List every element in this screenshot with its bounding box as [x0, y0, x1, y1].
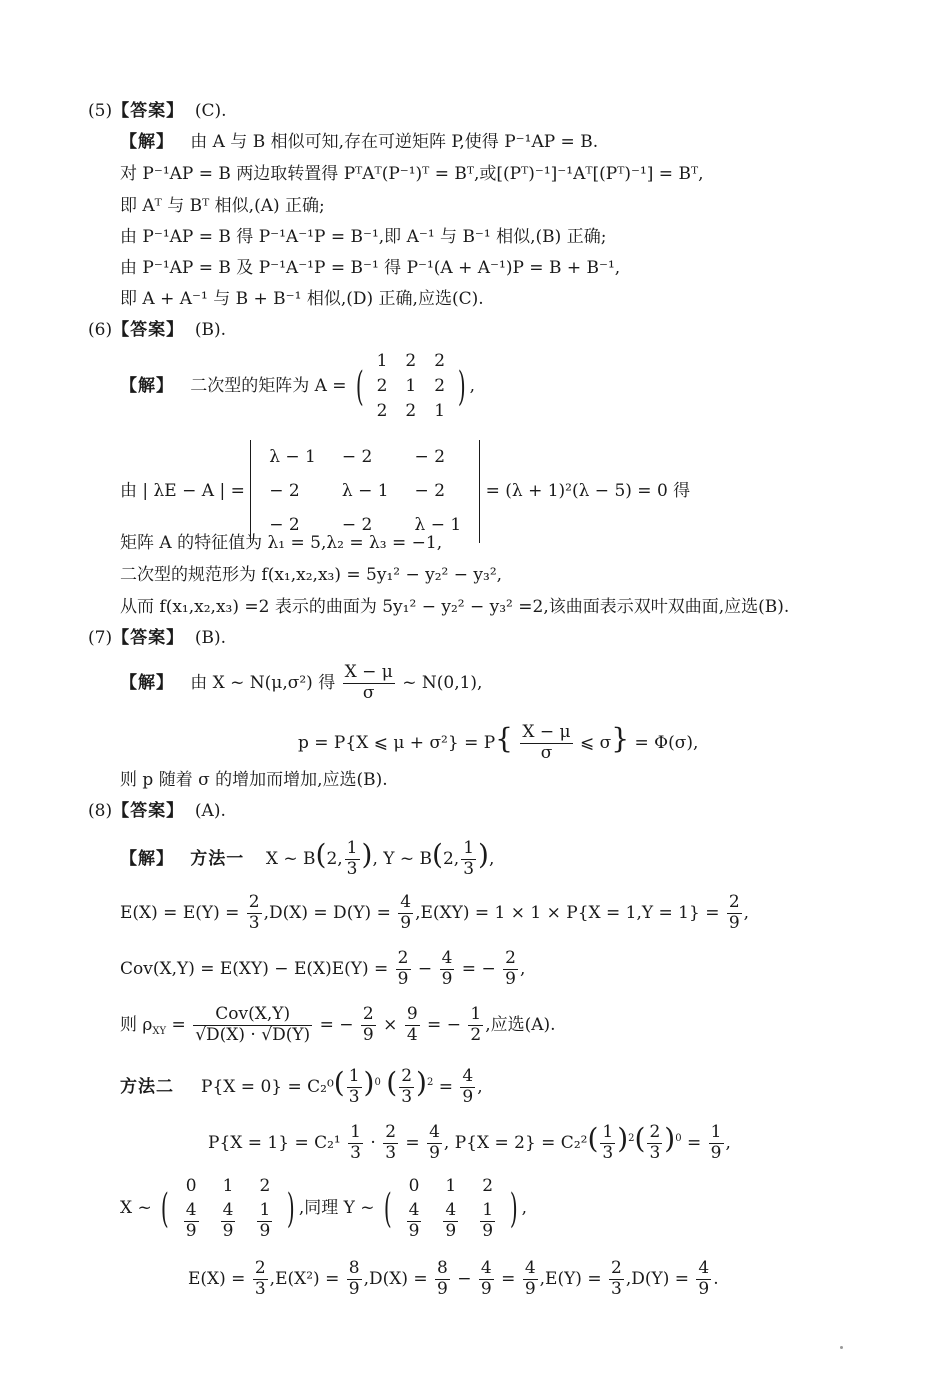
- denominator: 3: [350, 1143, 361, 1163]
- solution-tag: 【解】: [120, 376, 174, 396]
- text: ,: [488, 849, 495, 869]
- q5-solution-line-4: 由 P⁻¹AP = B 得 P⁻¹A⁻¹P = B⁻¹,即 A⁻¹ 与 B⁻¹ 相似,(B) 正确;: [120, 227, 607, 247]
- question-number: (7): [88, 628, 113, 648]
- denominator: σ: [540, 743, 553, 763]
- q7-line-2: [298, 714, 698, 768]
- determinant-cell: λ − 1: [414, 514, 462, 535]
- q8-method1-line-2: [120, 888, 749, 938]
- text: p = P{X ⩽ μ + σ²} = P: [298, 733, 496, 753]
- denominator: 3: [463, 859, 475, 879]
- fraction-9-4: [405, 1005, 420, 1045]
- q5-answer-line: [88, 103, 227, 120]
- left-paren: (: [315, 838, 327, 871]
- denominator: 9: [400, 913, 412, 933]
- probability-row: [396, 1199, 506, 1243]
- operator: ·: [370, 1133, 376, 1153]
- q5-solution-line-5: 由 P⁻¹AP = B 及 P⁻¹A⁻¹P = B⁻¹ 得 P⁻¹(A + A⁻¹)P = B + B⁻¹,: [120, 258, 621, 278]
- denominator: 9: [362, 1025, 374, 1045]
- numerator: 2: [505, 948, 516, 969]
- numerator: 2: [611, 1258, 622, 1279]
- method-label: 方法一: [190, 849, 245, 869]
- numerator: 2: [397, 948, 409, 969]
- probability-cell: [210, 1199, 247, 1243]
- denominator: 9: [397, 969, 409, 989]
- numerator: X − μ: [344, 662, 393, 683]
- matrix-row: [257, 476, 473, 508]
- q7-line-1: [120, 660, 482, 706]
- denominator: 3: [346, 859, 358, 879]
- numerator: 1: [482, 1200, 494, 1221]
- determinant-cell: − 2: [414, 447, 446, 467]
- value-cell: 0: [408, 1175, 420, 1196]
- text: 二次型的矩阵为 A =: [190, 376, 347, 396]
- text: ~ N(0,1),: [402, 673, 483, 693]
- q8-method1-line-4: [120, 1000, 556, 1050]
- numerator: 4: [445, 1200, 457, 1221]
- q6-eigen-line: 矩阵 A 的特征值为 λ₁ = 5,λ₂ = λ₃ = −1,: [120, 533, 443, 553]
- matrix-cell: 1: [434, 401, 446, 422]
- q6-surface-line: 从而 f(x₁,x₂,x₃) =2 表示的曲面为 5y₁² − y₂² − y₃² =2,该曲面表示双叶双曲面,应选(B).: [120, 597, 790, 617]
- fraction-1-3: [345, 839, 360, 879]
- determinant-cell: − 2: [269, 480, 300, 501]
- question-number: (5): [88, 101, 113, 121]
- text: ,D(X) = D(Y) =: [263, 903, 391, 923]
- numerator: 2: [649, 1122, 661, 1143]
- exponent: 0: [374, 1077, 381, 1088]
- denominator: 2: [470, 1025, 482, 1045]
- left-paren: (: [432, 838, 443, 871]
- correlation-fraction: [193, 1005, 312, 1045]
- denominator: 9: [710, 1143, 722, 1163]
- denominator: 9: [698, 1279, 710, 1299]
- text: 2,: [442, 849, 460, 869]
- denominator: 9: [429, 1143, 440, 1163]
- denominator: √D(X) · √D(Y): [195, 1025, 311, 1045]
- operator: =: [687, 1133, 702, 1153]
- q7-answer-line: [88, 630, 226, 647]
- answer-value: (B).: [194, 320, 227, 340]
- denominator: 9: [222, 1220, 234, 1241]
- text: 则 ρ: [120, 1015, 153, 1035]
- right-paren: ): [509, 1185, 518, 1232]
- text: , P{X = 2} = C₂²: [443, 1133, 588, 1153]
- fraction-1-3: [348, 1123, 363, 1163]
- right-paren: ): [457, 363, 466, 410]
- numerator: X − μ: [522, 722, 571, 743]
- operator: −: [417, 959, 433, 979]
- numerator: Cov(X,Y): [193, 1005, 312, 1026]
- text: ,应选(A).: [485, 1015, 556, 1035]
- numerator: 1: [346, 838, 358, 859]
- subscript: XY: [152, 1026, 167, 1037]
- value-row: [396, 1174, 506, 1199]
- solution-tag: 【解】: [120, 849, 174, 869]
- standardized-fraction: [343, 663, 395, 703]
- punct: .: [713, 1269, 719, 1289]
- numerator: 1: [602, 1122, 614, 1143]
- denominator: 9: [441, 969, 453, 989]
- page-speck: [840, 1346, 843, 1349]
- value-cell: 2: [482, 1175, 494, 1196]
- fraction-1-2: [468, 1005, 483, 1045]
- punct: ,: [469, 376, 476, 396]
- fraction-2-9: [396, 949, 411, 989]
- denominator: σ: [362, 683, 375, 703]
- standardized-fraction: [520, 723, 572, 763]
- matrix-row: [368, 349, 454, 374]
- probability-fraction: [443, 1201, 458, 1241]
- characteristic-determinant: [250, 440, 480, 543]
- text: 由 X ~ N(μ,σ²) 得: [190, 673, 336, 693]
- q8-moments-line: [188, 1254, 719, 1304]
- right-paren: ): [287, 1185, 295, 1232]
- text: E(X) = E(Y) =: [120, 903, 240, 923]
- text: ,: [743, 903, 750, 923]
- matrix-row: [368, 374, 454, 399]
- fraction-2-3: [647, 1123, 662, 1163]
- left-paren: (: [333, 1066, 345, 1099]
- numerator: 1: [348, 1066, 360, 1087]
- operator: =: [405, 1133, 420, 1153]
- determinant-cell: − 2: [341, 514, 373, 535]
- exponent: 0: [675, 1133, 682, 1144]
- right-paren: ): [361, 838, 373, 871]
- text: 2,: [326, 849, 343, 869]
- punct: ,: [477, 1077, 483, 1097]
- numerator: 2: [362, 1004, 374, 1025]
- fraction-4-9: [523, 1259, 538, 1299]
- fraction-2-9: [361, 1005, 376, 1045]
- right-brace: }: [611, 722, 630, 755]
- q6-matrix-line: [120, 346, 475, 427]
- probability-fraction: [184, 1201, 199, 1241]
- numerator: 2: [728, 892, 740, 913]
- matrix-cell: 1: [405, 375, 417, 396]
- value-cell: 0: [185, 1175, 197, 1196]
- denominator: 9: [185, 1220, 197, 1241]
- value-row: [173, 1174, 283, 1199]
- q8-method2-line-2: [208, 1114, 731, 1168]
- text: ,E(XY) = 1 × 1 × P{X = 1,Y = 1} =: [415, 903, 720, 923]
- denominator: 9: [728, 913, 740, 933]
- determinant-cell: λ − 1: [269, 447, 316, 467]
- denominator: 3: [401, 1087, 413, 1107]
- text: E(X) =: [188, 1269, 246, 1289]
- determinant-cell: λ − 1: [341, 480, 389, 501]
- answer-value: (A).: [194, 801, 226, 821]
- x-distribution-table: [173, 1174, 283, 1243]
- numerator: 1: [710, 1122, 722, 1143]
- q6-answer-line: [88, 322, 226, 339]
- matrix-cell: 2: [405, 350, 417, 371]
- denominator: 9: [348, 1279, 360, 1299]
- fraction-4-9: [427, 1123, 442, 1163]
- text: = (λ + 1)²(λ − 5) = 0 得: [485, 481, 691, 502]
- operator: =: [501, 1269, 516, 1289]
- text: P{X = 0} = C₂⁰: [201, 1077, 334, 1097]
- left-paren: (: [386, 1066, 398, 1099]
- right-paren: ): [478, 838, 489, 871]
- text: , Y ~ B: [372, 849, 433, 869]
- q5-solution-line-1: [120, 134, 598, 151]
- denominator: 3: [348, 1087, 360, 1107]
- numerator: 4: [408, 1200, 420, 1221]
- probability-cell: [396, 1199, 433, 1243]
- q6-normal-form-line: 二次型的规范形为 f(x₁,x₂,x₃) = 5y₁² − y₂² − y₃²,: [120, 565, 503, 585]
- left-paren: (: [587, 1122, 599, 1155]
- probability-cell: [246, 1199, 283, 1243]
- matrix-row: [368, 399, 454, 424]
- method-label: 方法二: [120, 1077, 174, 1097]
- text: ,同理 Y ~: [298, 1198, 375, 1218]
- text: X ~: [120, 1198, 152, 1218]
- operator: −: [457, 1269, 472, 1289]
- fraction-1-3: [600, 1123, 615, 1163]
- numerator: 1: [350, 1122, 361, 1143]
- q5-solution-line-3: 即 Aᵀ 与 Bᵀ 相似,(A) 正确;: [120, 196, 325, 216]
- left-paren: (: [355, 363, 364, 410]
- q5-solution-line-2: 对 P⁻¹AP = B 两边取转置得 PᵀAᵀ(P⁻¹)ᵀ = Bᵀ,或[(Pᵀ)⁻¹]⁻¹Aᵀ[(Pᵀ)⁻¹] = Bᵀ,: [120, 164, 704, 184]
- text: 由 | λE − A | =: [120, 481, 245, 502]
- fraction-4-9: [398, 893, 413, 933]
- numerator: 9: [406, 1004, 418, 1025]
- denominator: 9: [482, 1220, 494, 1241]
- numerator: 4: [441, 948, 453, 969]
- text: = Φ(σ),: [634, 733, 699, 753]
- matrix-cell: 2: [434, 375, 446, 396]
- denominator: 9: [259, 1220, 271, 1241]
- numerator: 2: [248, 892, 260, 913]
- q8-distribution-line: [120, 1166, 527, 1251]
- answer-tag: 【答案】: [112, 320, 185, 340]
- probability-row: [173, 1199, 283, 1243]
- fraction-2-9: [727, 893, 742, 933]
- fraction-2-3: [253, 1259, 268, 1299]
- denominator: 9: [445, 1220, 457, 1241]
- value-cell: 2: [259, 1175, 271, 1196]
- denominator: 9: [524, 1279, 536, 1299]
- operator: ×: [383, 1015, 398, 1035]
- q8-method2-line-1: [120, 1058, 483, 1112]
- quadratic-form-matrix: [368, 349, 454, 425]
- fraction-4-9: [440, 949, 455, 989]
- fraction-2-3: [247, 893, 262, 933]
- text: ,D(Y) =: [625, 1269, 689, 1289]
- numerator: 4: [185, 1200, 197, 1221]
- numerator: 8: [348, 1258, 360, 1279]
- probability-fraction: [257, 1201, 272, 1241]
- operator: =: [171, 1015, 186, 1035]
- text: 由 A 与 B 相似可知,存在可逆矩阵 P,使得 P⁻¹AP = B.: [190, 132, 599, 152]
- fraction-4-9: [460, 1067, 475, 1107]
- fraction-8-9: [435, 1259, 450, 1299]
- numerator: 1: [463, 838, 475, 859]
- probability-fraction: [480, 1201, 495, 1241]
- denominator: 3: [611, 1279, 622, 1299]
- fraction-2-9: [503, 949, 518, 989]
- q6-determinant-line: [120, 440, 690, 543]
- answer-value: (C).: [194, 101, 227, 121]
- fraction-1-9: [709, 1123, 724, 1163]
- q8-method1-line-1: [120, 830, 494, 884]
- value-cell: 1: [222, 1175, 234, 1196]
- exponent: 2: [426, 1077, 434, 1088]
- numerator: 4: [462, 1066, 474, 1087]
- left-paren: (: [383, 1185, 392, 1232]
- operator: =: [438, 1077, 453, 1097]
- fraction-2-3: [383, 1123, 398, 1163]
- fraction-8-9: [347, 1259, 362, 1299]
- denominator: 3: [248, 913, 260, 933]
- operator: = −: [319, 1015, 354, 1035]
- numerator: 4: [480, 1258, 492, 1279]
- operator: = −: [461, 959, 496, 979]
- matrix-cell: 2: [434, 350, 446, 371]
- numerator: 2: [401, 1066, 413, 1087]
- probability-cell: [432, 1199, 469, 1243]
- numerator: 8: [437, 1258, 448, 1279]
- denominator: 9: [408, 1220, 420, 1241]
- probability-cell: [469, 1199, 506, 1243]
- numerator: 4: [222, 1200, 234, 1221]
- numerator: 4: [698, 1258, 710, 1279]
- matrix-cell: 2: [405, 401, 417, 422]
- q5-solution-line-6: 即 A + A⁻¹ 与 B + B⁻¹ 相似,(D) 正确,应选(C).: [120, 289, 484, 309]
- answer-value: (B).: [194, 628, 227, 648]
- left-paren: (: [634, 1122, 646, 1155]
- numerator: 2: [385, 1122, 397, 1143]
- determinant-cell: − 2: [269, 514, 300, 535]
- denominator: 9: [462, 1087, 474, 1107]
- solution-tag: 【解】: [120, 132, 174, 152]
- punct: ,: [521, 1198, 528, 1218]
- denominator: 4: [406, 1025, 418, 1045]
- right-paren: ): [416, 1066, 427, 1099]
- y-distribution-table: [396, 1174, 506, 1243]
- answer-tag: 【答案】: [112, 101, 185, 121]
- determinant-cell: − 2: [414, 480, 446, 501]
- fraction-1-3: [347, 1067, 362, 1107]
- answer-tag: 【答案】: [112, 801, 185, 821]
- text: P{X = 1} = C₂¹: [208, 1133, 341, 1153]
- left-brace: {: [495, 722, 513, 755]
- right-paren: ): [664, 1122, 676, 1155]
- matrix-row: [257, 442, 473, 474]
- text: ,D(X) =: [363, 1269, 428, 1289]
- denominator: 9: [505, 969, 516, 989]
- text: ,E(Y) =: [539, 1269, 602, 1289]
- numerator: 2: [254, 1258, 266, 1279]
- question-number: (8): [88, 801, 113, 821]
- left-paren: (: [161, 1185, 169, 1232]
- matrix-cell: 2: [376, 401, 388, 422]
- probability-fraction: [221, 1201, 236, 1241]
- q8-answer-line: [88, 803, 226, 820]
- matrix-cell: 1: [376, 350, 388, 371]
- q7-line-3: 则 p 随着 σ 的增加而增加,应选(B).: [120, 770, 388, 790]
- probability-fraction: [407, 1201, 422, 1241]
- q8-method1-line-3: [120, 944, 525, 994]
- matrix-cell: 2: [376, 375, 388, 396]
- fraction-2-3: [609, 1259, 624, 1299]
- numerator: 4: [429, 1122, 440, 1143]
- denominator: 3: [649, 1143, 661, 1163]
- numerator: 1: [470, 1004, 482, 1025]
- text: Cov(X,Y) = E(XY) − E(X)E(Y) =: [120, 959, 389, 979]
- denominator: 9: [437, 1279, 448, 1299]
- denominator: 9: [480, 1279, 492, 1299]
- numerator: 4: [400, 892, 412, 913]
- denominator: 3: [602, 1143, 614, 1163]
- solution-tag: 【解】: [120, 673, 174, 693]
- exponent: 2: [628, 1133, 635, 1144]
- question-number: (6): [88, 320, 113, 340]
- determinant-cell: − 2: [341, 447, 373, 467]
- right-paren: ): [363, 1066, 375, 1099]
- numerator: 1: [259, 1200, 271, 1221]
- numerator: 4: [524, 1258, 536, 1279]
- right-paren: ): [617, 1122, 629, 1155]
- fraction-4-9: [479, 1259, 494, 1299]
- fraction-1-3: [461, 839, 476, 879]
- answer-tag: 【答案】: [112, 628, 185, 648]
- text: ⩽ σ: [580, 733, 612, 753]
- fraction-2-3: [399, 1067, 414, 1107]
- value-cell: 1: [445, 1175, 457, 1196]
- text: X ~ B: [265, 849, 316, 869]
- text: ,E(X²) =: [269, 1269, 340, 1289]
- punct: ,: [519, 959, 526, 979]
- denominator: 3: [254, 1279, 266, 1299]
- operator: = −: [427, 1015, 461, 1035]
- punct: ,: [725, 1133, 731, 1153]
- fraction-4-9: [696, 1259, 711, 1299]
- denominator: 3: [385, 1143, 397, 1163]
- probability-cell: [173, 1199, 210, 1243]
